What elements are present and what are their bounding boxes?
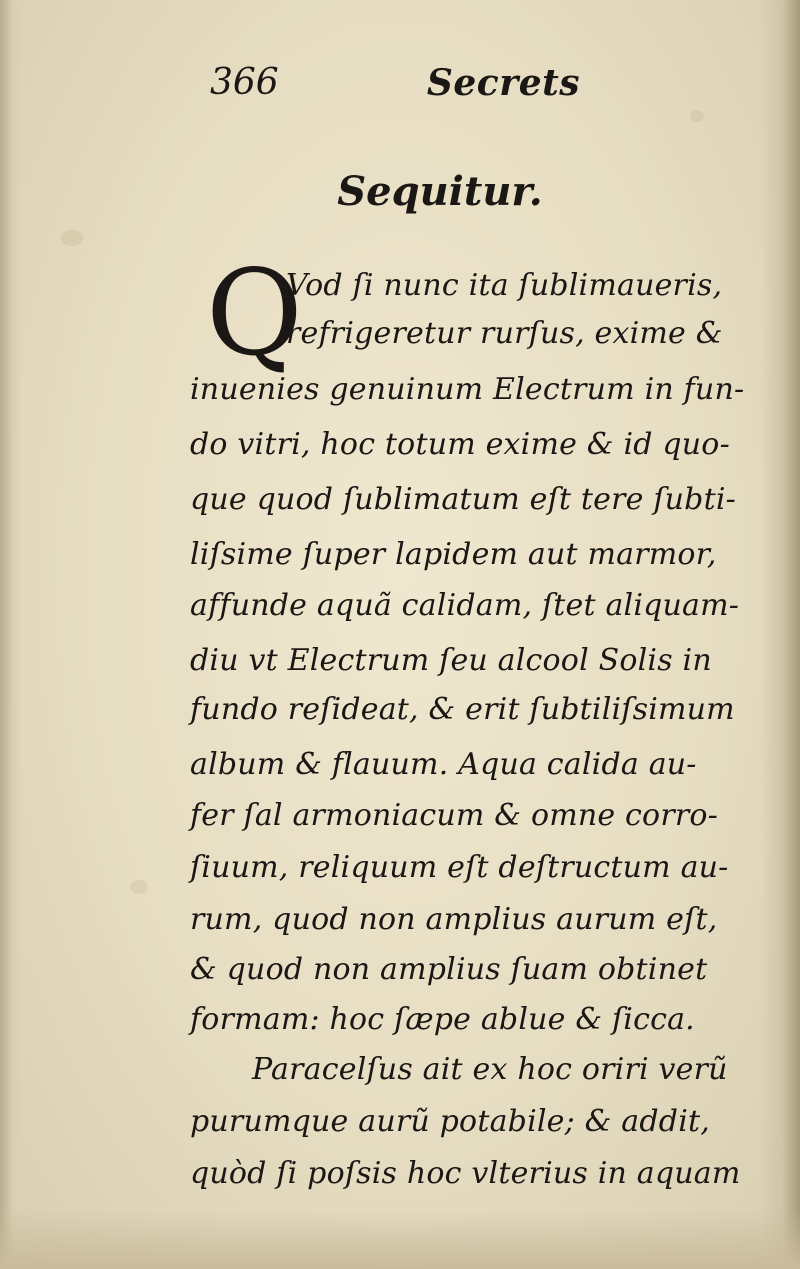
text-line: que quod ſublimatum eſt tere ſubti- [190, 482, 736, 517]
paper-stain [690, 110, 704, 122]
text-line: ſiuum, reliquum eſt deſtructum au- [190, 850, 729, 885]
text-line: & quod non amplius ſuam obtinet [190, 952, 708, 987]
text-line: do vitri, hoc totum exime & id quo- [190, 427, 730, 462]
drop-cap: Q [206, 244, 303, 382]
paper-stain [60, 230, 84, 246]
text-line: formam: hoc ſæpe ablue & ſicca. [190, 1002, 695, 1037]
page-header [210, 62, 580, 112]
text-line: diu vt Electrum ſeu alcool Solis in [190, 643, 712, 678]
text-line: inuenies genuinum Electrum in fun- [190, 372, 745, 407]
text-line: rum, quod non amplius aurum eſt, [190, 902, 718, 937]
text-line: fer ſal armoniacum & omne corro- [190, 798, 719, 833]
text-line: quòd ſi poſsis hoc vlterius in aquam [190, 1156, 741, 1191]
page-number: 366 [210, 62, 279, 103]
text-line: refrigeretur rurſus, exime & [286, 316, 723, 351]
section-heading: Sequitur. [337, 168, 543, 215]
text-line: purumque aurũ potabile; & addit, [190, 1104, 710, 1139]
text-line: Paracelſus ait ex hoc oriri verũ [252, 1052, 728, 1087]
text-line: affunde aquã calidam, ſtet aliquam- [190, 588, 740, 623]
text-line: Vod ſi nunc ita ſublimaueris, [286, 268, 723, 303]
paper-stain [130, 880, 148, 894]
text-line: fundo reſideat, & erit ſubtiliſsimum [190, 692, 735, 727]
text-line: liſsime ſuper lapidem aut marmor, [190, 537, 717, 572]
text-line: album & flauum. Aqua calida au- [190, 747, 697, 782]
page-bottom-edge [0, 1209, 800, 1269]
running-head: Secrets [426, 62, 580, 104]
